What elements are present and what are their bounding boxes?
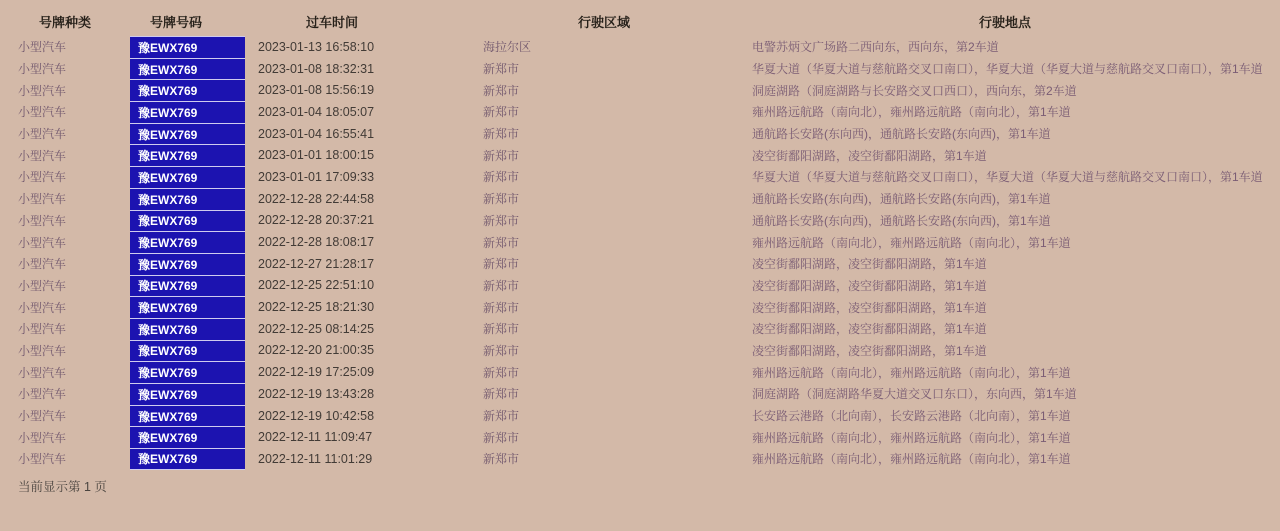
- table-row: [0, 188, 1280, 210]
- plate-number-button[interactable]: 豫EWX769: [138, 149, 198, 164]
- location-cell: 凌空街鄱阳湖路，凌空街鄱阳湖路，第1车道: [752, 278, 987, 293]
- vehicle-type-cell: 小型汽车: [18, 365, 67, 380]
- table-row: [0, 253, 1280, 275]
- pass-time-cell: 2022-12-25 18:21:30: [258, 300, 375, 315]
- pass-time-cell: 2023-01-04 18:05:07: [258, 104, 375, 119]
- plate-number-button[interactable]: 豫EWX769: [138, 279, 198, 294]
- pass-time-cell: 2023-01-01 18:00:15: [258, 148, 375, 163]
- area-cell: 海拉尔区: [483, 40, 532, 55]
- header-driving-area: 行驶区域: [577, 15, 630, 30]
- table-row: [0, 383, 1280, 405]
- location-cell: 雍州路远航路（南向北），雍州路远航路（南向北），第1车道: [752, 430, 1071, 445]
- vehicle-type-cell: 小型汽车: [18, 105, 67, 120]
- vehicle-type-cell: 小型汽车: [18, 40, 67, 55]
- location-cell: 凌空街鄱阳湖路，凌空街鄱阳湖路，第1车道: [752, 322, 987, 337]
- plate-number-button[interactable]: 豫EWX769: [138, 431, 198, 446]
- plate-number-cell[interactable]: [130, 58, 245, 80]
- vehicle-type-cell: 小型汽车: [18, 322, 67, 337]
- plate-number-button[interactable]: 豫EWX769: [138, 40, 198, 55]
- vehicle-type-cell: 小型汽车: [18, 300, 67, 315]
- table-row: [0, 318, 1280, 340]
- location-cell: 凌空街鄱阳湖路，凌空街鄱阳湖路，第1车道: [752, 343, 987, 358]
- table-row: [0, 361, 1280, 383]
- table-row: [0, 123, 1280, 145]
- location-cell: 长安路云港路（北向南），长安路云港路（北向南），第1车道: [752, 409, 1071, 424]
- area-cell: 新郑市: [483, 430, 520, 445]
- plate-number-cell[interactable]: [130, 79, 245, 101]
- plate-number-cell[interactable]: [130, 101, 245, 123]
- vehicle-type-cell: 小型汽车: [18, 452, 67, 467]
- vehicle-type-cell: 小型汽车: [18, 192, 67, 207]
- plate-number-cell[interactable]: [130, 383, 245, 405]
- area-cell: 新郑市: [483, 127, 520, 142]
- plate-number-button[interactable]: 豫EWX769: [138, 322, 198, 337]
- vehicle-type-cell: 小型汽车: [18, 148, 67, 163]
- area-cell: 新郑市: [483, 322, 520, 337]
- header-pass-time: 过车时间: [305, 15, 358, 30]
- vehicle-type-cell: 小型汽车: [18, 213, 67, 228]
- pass-time-cell: 2022-12-25 22:51:10: [258, 278, 375, 293]
- pass-time-cell: 2023-01-08 18:32:31: [258, 61, 375, 76]
- pass-time-cell: 2022-12-27 21:28:17: [258, 256, 375, 271]
- location-cell: 华夏大道（华夏大道与慈航路交叉口南口），华夏大道（华夏大道与慈航路交叉口南口），第1车道: [752, 170, 1263, 185]
- table-header-row: [0, 0, 1280, 36]
- location-cell: 洞庭湖路（洞庭湖路华夏大道交叉口东口），东向西，第1车道: [752, 387, 1077, 402]
- area-cell: 新郑市: [483, 192, 520, 207]
- table-row: [0, 231, 1280, 253]
- plate-number-button[interactable]: 豫EWX769: [138, 452, 198, 467]
- table-row: [0, 275, 1280, 297]
- header-plate-number: 号牌号码: [149, 15, 202, 30]
- pass-time-cell: 2022-12-19 13:43:28: [258, 386, 375, 401]
- area-cell: 新郑市: [483, 105, 520, 120]
- plate-number-cell[interactable]: [130, 210, 245, 232]
- pass-time-cell: 2022-12-28 20:37:21: [258, 213, 375, 228]
- vehicle-type-cell: 小型汽车: [18, 83, 67, 98]
- plate-number-button[interactable]: 豫EWX769: [138, 105, 198, 120]
- area-cell: 新郑市: [483, 257, 520, 272]
- plate-number-button[interactable]: 豫EWX769: [138, 409, 198, 424]
- header-plate-type: 号牌种类: [38, 15, 91, 30]
- pass-time-cell: 2023-01-04 16:55:41: [258, 126, 375, 141]
- vehicle-type-cell: 小型汽车: [18, 409, 67, 424]
- pass-time-cell: 2022-12-28 22:44:58: [258, 191, 375, 206]
- page-indicator: 当前显示第 1 页: [18, 479, 107, 494]
- area-cell: 新郑市: [483, 148, 520, 163]
- plate-number-cell[interactable]: [130, 296, 245, 318]
- area-cell: 新郑市: [483, 387, 520, 402]
- table-body: [0, 36, 1280, 470]
- location-cell: 通航路长安路(东向西)，通航路长安路(东向西)，第1车道: [752, 192, 1051, 207]
- area-cell: 新郑市: [483, 170, 520, 185]
- location-cell: 雍州路远航路（南向北），雍州路远航路（南向北），第1车道: [752, 105, 1071, 120]
- table-row: [0, 144, 1280, 166]
- plate-number-cell[interactable]: [130, 188, 245, 210]
- table-row: [0, 448, 1280, 470]
- location-cell: 凌空街鄱阳湖路，凌空街鄱阳湖路，第1车道: [752, 257, 987, 272]
- location-cell: 电警苏炳文广场路二西向东，西向东，第2车道: [752, 40, 999, 55]
- plate-number-cell[interactable]: [130, 318, 245, 340]
- area-cell: 新郑市: [483, 452, 520, 467]
- plate-number-cell[interactable]: [130, 123, 245, 145]
- vehicle-type-cell: 小型汽车: [18, 257, 67, 272]
- vehicle-type-cell: 小型汽车: [18, 235, 67, 250]
- plate-number-button[interactable]: 豫EWX769: [138, 127, 198, 142]
- pass-time-cell: 2023-01-08 15:56:19: [258, 83, 375, 98]
- plate-number-button[interactable]: 豫EWX769: [138, 236, 198, 251]
- pass-time-cell: 2022-12-11 11:09:47: [258, 430, 373, 445]
- location-cell: 洞庭湖路（洞庭湖路与长安路交叉口西口），西向东，第2车道: [752, 83, 1077, 98]
- plate-number-button[interactable]: 豫EWX769: [138, 62, 198, 77]
- table-row: [0, 166, 1280, 188]
- location-cell: 华夏大道（华夏大道与慈航路交叉口南口），华夏大道（华夏大道与慈航路交叉口南口），第1车道: [752, 62, 1263, 77]
- vehicle-type-cell: 小型汽车: [18, 278, 67, 293]
- plate-number-cell[interactable]: [130, 340, 245, 362]
- pass-time-cell: 2023-01-01 17:09:33: [258, 169, 375, 184]
- table-row: [0, 79, 1280, 101]
- table-row: [0, 36, 1280, 58]
- pass-time-cell: 2022-12-11 11:01:29: [258, 451, 373, 466]
- plate-number-cell[interactable]: [130, 361, 245, 383]
- vehicle-type-cell: 小型汽车: [18, 430, 67, 445]
- plate-number-button[interactable]: 豫EWX769: [138, 214, 198, 229]
- table-row: [0, 58, 1280, 80]
- plate-number-button[interactable]: 豫EWX769: [138, 84, 198, 99]
- location-cell: 凌空街鄱阳湖路，凌空街鄱阳湖路，第1车道: [752, 148, 987, 163]
- area-cell: 新郑市: [483, 409, 520, 424]
- location-cell: 通航路长安路(东向西)，通航路长安路(东向西)，第1车道: [752, 127, 1051, 142]
- plate-number-cell[interactable]: [130, 426, 245, 448]
- table-row: [0, 210, 1280, 232]
- location-cell: 雍州路远航路（南向北），雍州路远航路（南向北），第1车道: [752, 365, 1071, 380]
- vehicle-type-cell: 小型汽车: [18, 343, 67, 358]
- plate-number-button[interactable]: 豫EWX769: [138, 257, 198, 272]
- plate-number-cell[interactable]: [130, 253, 245, 275]
- header-driving-location: 行驶地点: [978, 15, 1031, 30]
- location-cell: 通航路长安路(东向西)，通航路长安路(东向西)，第1车道: [752, 213, 1051, 228]
- table-row: [0, 296, 1280, 318]
- plate-number-cell[interactable]: [130, 36, 245, 58]
- plate-number-cell[interactable]: [130, 231, 245, 253]
- pass-time-cell: 2022-12-28 18:08:17: [258, 235, 375, 250]
- table-row: [0, 101, 1280, 123]
- plate-number-button[interactable]: 豫EWX769: [138, 301, 198, 316]
- area-cell: 新郑市: [483, 343, 520, 358]
- plate-number-cell[interactable]: [130, 405, 245, 427]
- plate-number-cell[interactable]: [130, 275, 245, 297]
- location-cell: 雍州路远航路（南向北），雍州路远航路（南向北），第1车道: [752, 452, 1071, 467]
- area-cell: 新郑市: [483, 235, 520, 250]
- vehicle-type-cell: 小型汽车: [18, 127, 67, 142]
- area-cell: 新郑市: [483, 278, 520, 293]
- plate-number-cell[interactable]: [130, 166, 245, 188]
- plate-number-button[interactable]: 豫EWX769: [138, 387, 198, 402]
- area-cell: 新郑市: [483, 83, 520, 98]
- location-cell: 雍州路远航路（南向北），雍州路远航路（南向北），第1车道: [752, 235, 1071, 250]
- vehicle-type-cell: 小型汽车: [18, 62, 67, 77]
- plate-number-button[interactable]: 豫EWX769: [138, 192, 198, 207]
- pass-time-cell: 2022-12-20 21:00:35: [258, 343, 375, 358]
- vehicle-type-cell: 小型汽车: [18, 170, 67, 185]
- area-cell: 新郑市: [483, 365, 520, 380]
- plate-number-button[interactable]: 豫EWX769: [138, 366, 198, 381]
- vehicle-type-cell: 小型汽车: [18, 387, 67, 402]
- area-cell: 新郑市: [483, 62, 520, 77]
- pass-time-cell: 2022-12-25 08:14:25: [258, 321, 375, 336]
- plate-number-button[interactable]: 豫EWX769: [138, 344, 198, 359]
- plate-number-cell[interactable]: [130, 144, 245, 166]
- pass-time-cell: 2023-01-13 16:58:10: [258, 39, 375, 54]
- area-cell: 新郑市: [483, 213, 520, 228]
- location-cell: 凌空街鄱阳湖路，凌空街鄱阳湖路，第1车道: [752, 300, 987, 315]
- plate-number-button[interactable]: 豫EWX769: [138, 170, 198, 185]
- pass-time-cell: 2022-12-19 17:25:09: [258, 365, 375, 380]
- plate-number-cell[interactable]: [130, 448, 245, 470]
- pass-time-cell: 2022-12-19 10:42:58: [258, 408, 375, 423]
- table-row: [0, 426, 1280, 448]
- area-cell: 新郑市: [483, 300, 520, 315]
- table-row: [0, 340, 1280, 362]
- table-row: [0, 405, 1280, 427]
